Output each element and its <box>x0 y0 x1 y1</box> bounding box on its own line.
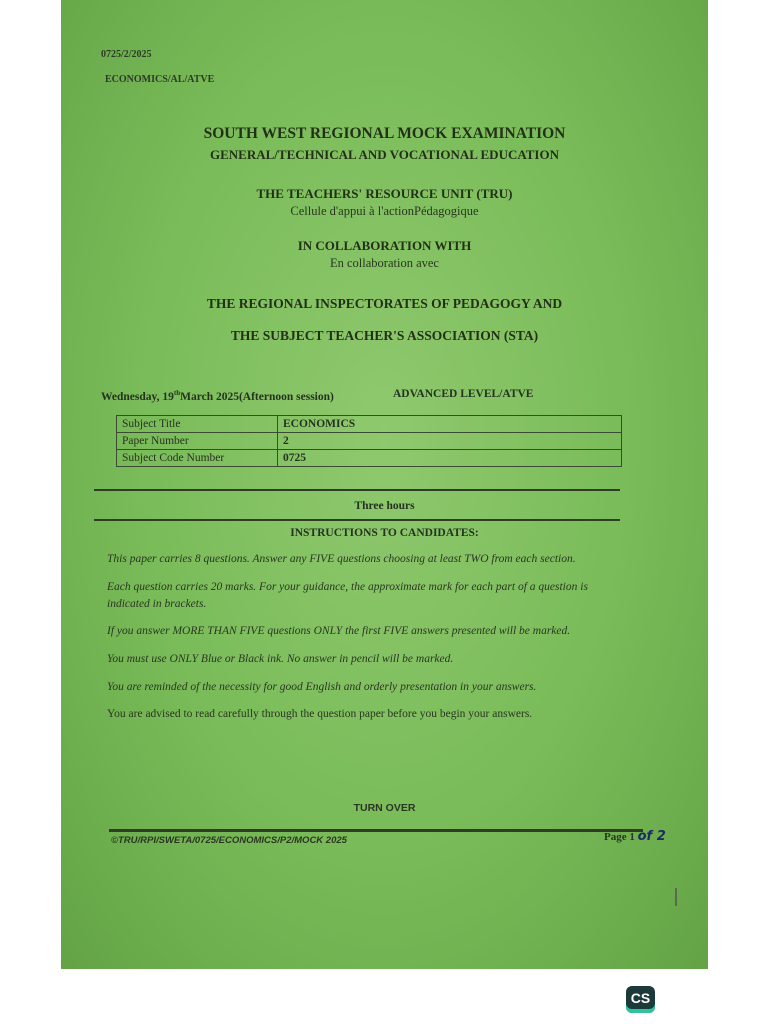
table-cell-value: 0725 <box>278 450 622 467</box>
turn-over-label: TURN OVER <box>353 802 416 814</box>
table-cell-label: Subject Title <box>117 416 278 433</box>
exam-title: SOUTH WEST REGIONAL MOCK EXAMINATION <box>203 125 566 142</box>
instruction-item: You are advised to read carefully through the question paper before you begin your answers. <box>107 708 533 720</box>
duration: Three hours <box>354 500 415 512</box>
education-title: GENERAL/TECHNICAL AND VOCATIONAL EDUCATION <box>210 147 559 162</box>
instruction-item: This paper carries 8 questions. Answer any FIVE questions choosing at least TWO from each section. <box>107 553 576 565</box>
table-cell-value: ECONOMICS <box>278 416 622 433</box>
instruction-item: You must use ONLY Blue or Black ink. No answer in pencil will be marked. <box>107 653 454 665</box>
footer-divider <box>109 829 643 832</box>
inspectorates-line-2: THE SUBJECT TEACHER'S ASSOCIATION (STA) <box>230 328 539 343</box>
camscanner-logo: CS <box>626 986 655 1013</box>
unit-title: THE TEACHERS' RESOURCE UNIT (TRU) <box>256 186 513 201</box>
subject-line: ECONOMICS/AL/ATVE <box>105 74 215 85</box>
exam-paper-page <box>61 0 708 969</box>
table-cell-label: Paper Number <box>117 433 278 450</box>
collab-title: IN COLLABORATION WITH <box>297 238 472 253</box>
table-cell-value: 2 <box>278 433 622 450</box>
table-row <box>117 433 622 450</box>
instruction-item: If you answer MORE THAN FIVE questions ONLY the first FIVE answers presented will be marked. <box>107 625 571 637</box>
handwritten-page-total: of 2 <box>637 829 666 844</box>
pen-mark <box>675 888 677 906</box>
unit-title-fr: Cellule d'appui à l'actionPédagogique <box>290 204 479 218</box>
table-row <box>117 450 622 467</box>
page-number: Page 1 of 2 <box>604 829 666 844</box>
level-label: ADVANCED LEVEL/ATVE <box>393 388 534 400</box>
collab-title-fr: En collaboration avec <box>330 256 439 270</box>
instructions-heading: INSTRUCTIONS TO CANDIDATES: <box>290 527 479 539</box>
footer-reference: ©TRU/RPI/SWETA/0725/ECONOMICS/P2/MOCK 2025 <box>111 835 347 846</box>
inspectorates-line-1: THE REGIONAL INSPECTORATES OF PEDAGOGY AND <box>206 296 563 311</box>
session-date: Wednesday, 19thMarch 2025(Afternoon session) <box>101 389 334 403</box>
subject-info-table <box>116 415 622 467</box>
table-cell-label: Subject Code Number <box>117 450 278 467</box>
divider-top <box>94 489 620 491</box>
instruction-item: Each question carries 20 marks. For your guidance, the approximate mark for each part of a question is indicated in brackets. <box>107 581 588 610</box>
table-row <box>117 416 622 433</box>
paper-code: 0725/2/2025 <box>101 49 152 60</box>
divider-bottom <box>94 519 620 521</box>
instruction-item: You are reminded of the necessity for good English and orderly presentation in your answers. <box>107 681 537 693</box>
